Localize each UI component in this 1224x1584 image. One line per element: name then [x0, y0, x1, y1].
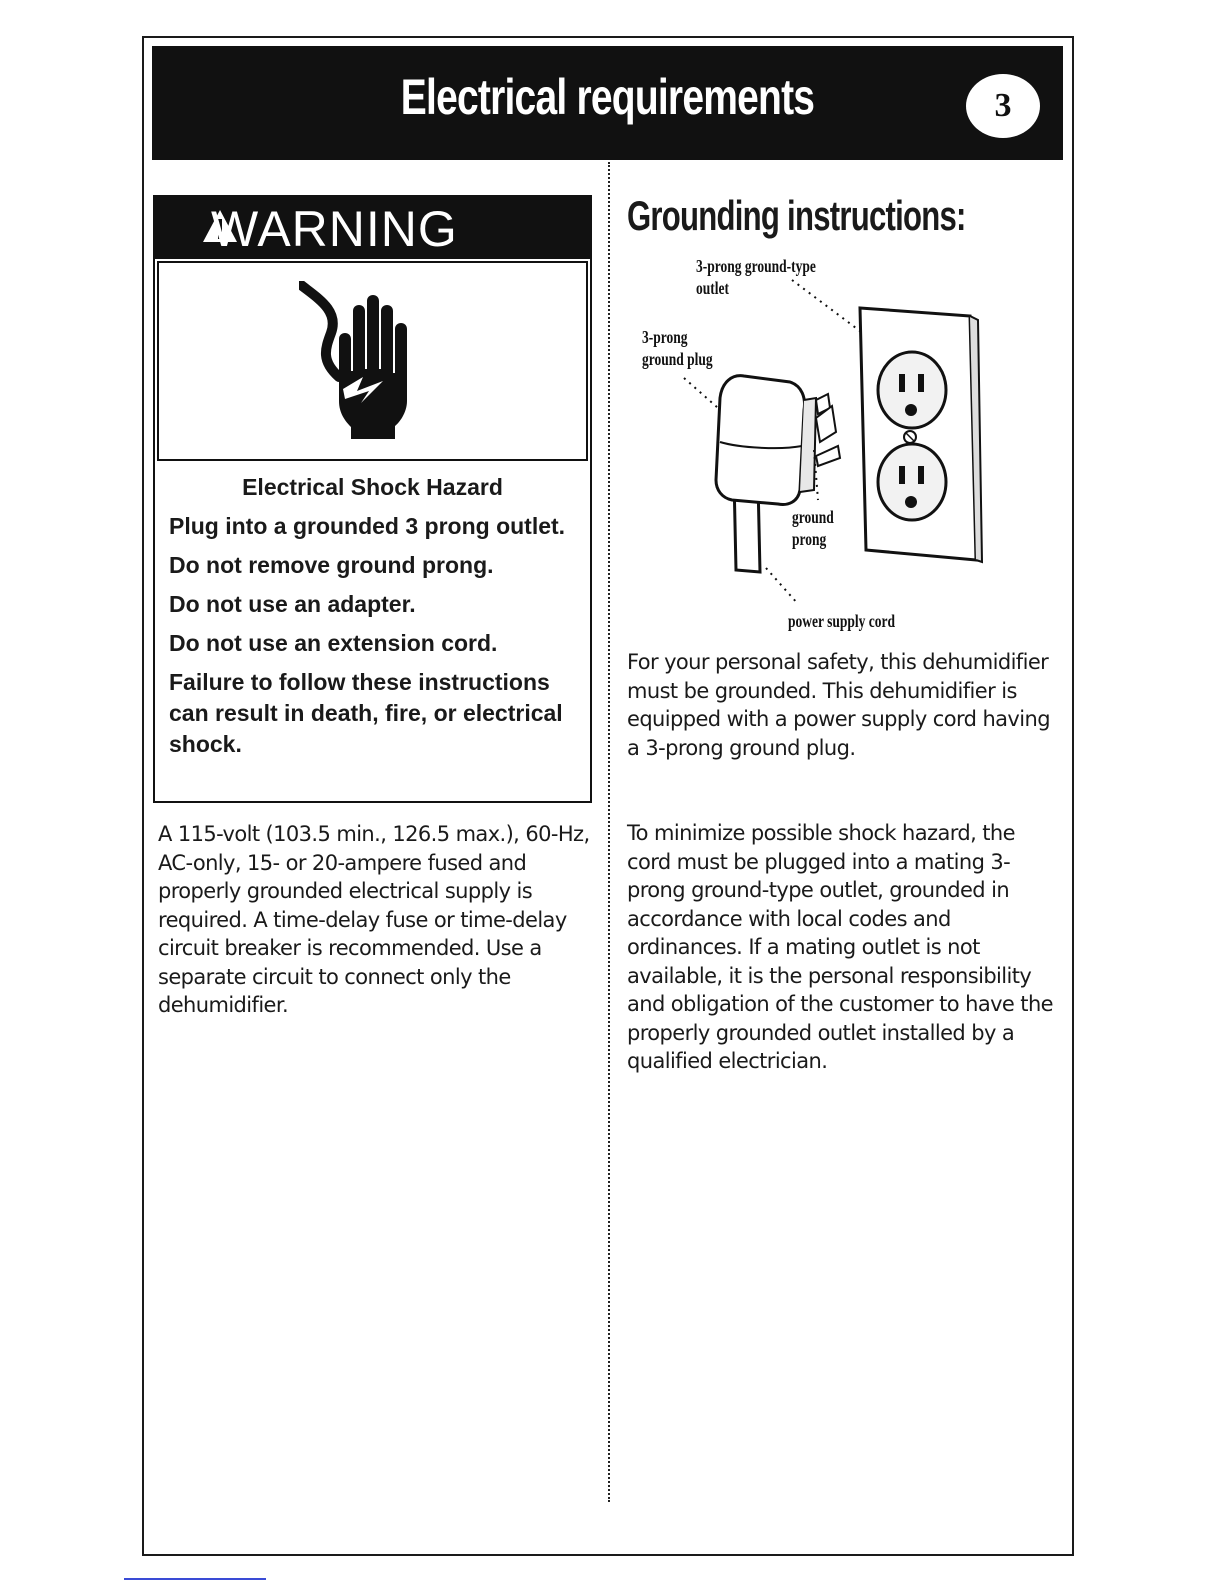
- electrical-supply-paragraph: A 115-volt (103.5 min., 126.5 max.), 60-Hz, AC-only, 15- or 20-ampere fused and properly grounded electrical supply is required. A time-delay fuse or time-delay circuit breaker is recommended. Use a separate circuit to connect only the dehumidifier.: [158, 822, 590, 1017]
- grounding-paragraph-2: To minimize possible shock hazard, the cord must be plugged into a mating 3-prong ground-type outlet, grounded in accordance with local codes and ordinances. If a mating outlet is not available, it is the personal responsibility and obligation of the customer to have the properly grounded outlet installed by a qualified electrician.: [627, 821, 1053, 1073]
- grounding-diagram: [620, 250, 1060, 640]
- warning-box: [153, 195, 592, 803]
- warning-line: Failure to follow these instructions can result in death, fire, or electrical shock.: [169, 669, 563, 757]
- electric-shock-hand-icon: [299, 281, 439, 441]
- outlet-label-line: 3-prong ground-type: [696, 256, 816, 276]
- plug-label-line: 3-prong: [642, 327, 688, 347]
- warning-line: Do not use an adapter.: [169, 591, 416, 617]
- header-bar: [152, 46, 1063, 160]
- footer-underline: [124, 1578, 266, 1580]
- column-divider: [608, 162, 610, 1502]
- warning-header: [155, 197, 590, 259]
- ground-prong-label: [792, 506, 834, 550]
- plug-label: [642, 326, 713, 370]
- warning-heading: WARNING: [211, 201, 458, 257]
- page-number-badge: 3: [966, 74, 1040, 138]
- page-title: Electrical requirements: [400, 69, 815, 125]
- hazard-title: Electrical Shock Hazard: [242, 474, 503, 500]
- prong-label-line: prong: [792, 529, 827, 549]
- grounding-title: Grounding instructions:: [627, 192, 966, 239]
- outlet-label-line: outlet: [696, 278, 729, 298]
- plug-outlet-illustration: [620, 250, 1060, 640]
- power-cord-label: power supply cord: [788, 611, 896, 631]
- warning-line: Do not use an extension cord.: [169, 630, 498, 656]
- outlet-label: [696, 255, 816, 299]
- grounding-paragraph-1: For your personal safety, this dehumidifier must be grounded. This dehumidifier is equipped with a power supply cord having a 3-prong ground plug.: [627, 650, 1050, 760]
- warning-instructions: [169, 511, 579, 768]
- plug-label-line: ground plug: [642, 349, 713, 369]
- warning-line: Plug into a grounded 3 prong outlet.: [169, 513, 566, 539]
- warning-line: Do not remove ground prong.: [169, 552, 494, 578]
- prong-label-line: ground: [792, 507, 834, 527]
- warning-icon-panel: [157, 261, 588, 461]
